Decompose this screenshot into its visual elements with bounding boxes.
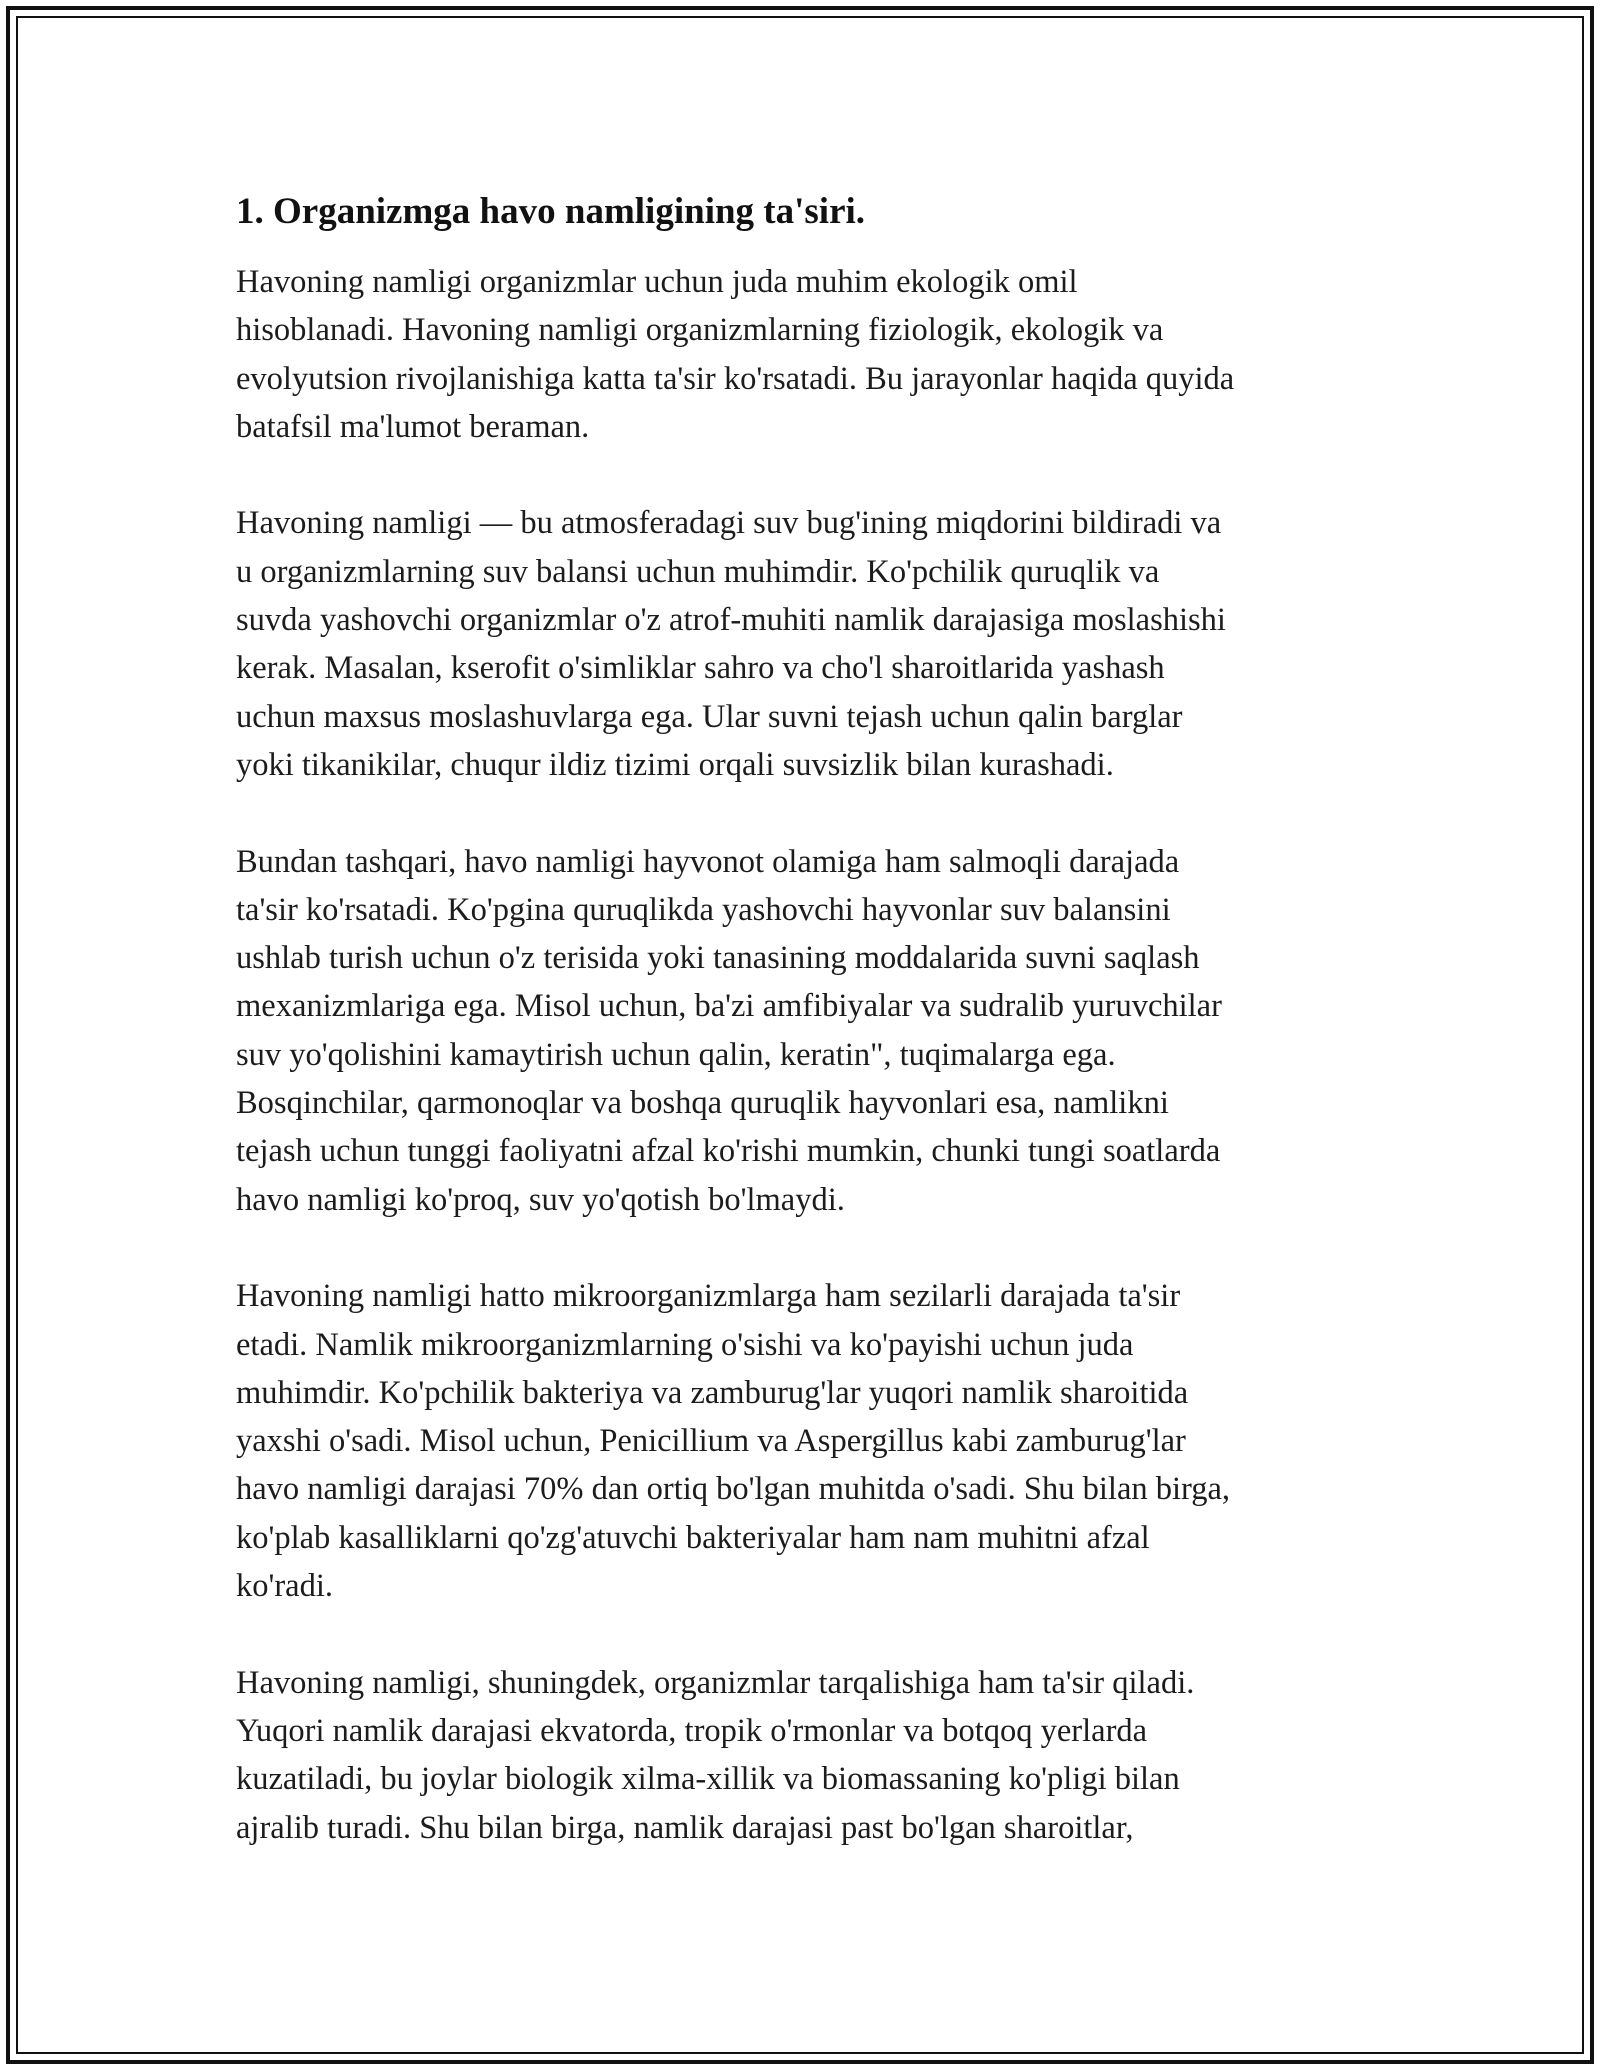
- paragraph-4: [236, 1272, 1376, 1610]
- text-line: tejash uchun tunggi faoliyatni afzal ko'rishi mumkin, chunki tungi soatlarda: [236, 1133, 1221, 1170]
- text-line: kerak. Masalan, kserofit o'simliklar sahro va cho'l sharoitlarida yashash: [236, 650, 1165, 687]
- text-line: Havoning namligi hatto mikroorganizmlarga ham sezilarli darajada ta'sir: [236, 1278, 1181, 1315]
- text-line: Havoning namligi — bu atmosferadagi suv bug'ining miqdorini bildiradi va: [236, 505, 1222, 542]
- text-line: ajralib turadi. Shu bilan birga, namlik darajasi past bo'lgan sharoitlar,: [236, 1809, 1134, 1846]
- text-line: Yuqori namlik darajasi ekvatorda, tropik o'rmonlar va botqoq yerlarda: [236, 1712, 1148, 1749]
- text-line: havo namligi ko'proq, suv yo'qotish bo'lmaydi.: [236, 1181, 845, 1218]
- text-line: mexanizmlariga ega. Misol uchun, ba'zi amfibiyalar va sudralib yuruvchilar: [236, 988, 1222, 1025]
- text-line: kuzatiladi, bu joylar biologik xilma-xillik va biomassaning ko'pligi bilan: [236, 1761, 1180, 1798]
- text-line: yaxshi o'sadi. Misol uchun, Penicillium va Aspergillus kabi zamburug'lar: [236, 1423, 1186, 1460]
- text-line: hisoblanadi. Havoning namligi organizmlarning fiziologik, ekologik va: [236, 312, 1164, 349]
- text-line: yoki tikanikilar, chuqur ildiz tizimi orqali suvsizlik bilan kurashadi.: [236, 746, 1114, 783]
- paragraph-1: [236, 258, 1376, 451]
- paragraph-2: [236, 499, 1376, 789]
- text-line: ko'radi.: [236, 1568, 334, 1605]
- text-line: u organizmlarning suv balansi uchun muhimdir. Ko'pchilik quruqlik va: [236, 553, 1160, 590]
- text-line: uchun maxsus moslashuvlarga ega. Ular suvni tejash uchun qalin barglar: [236, 698, 1183, 735]
- text-line: ushlab turish uchun o'z terisida yoki tanasining moddalarida suvni saqlash: [236, 940, 1200, 977]
- text-line: muhimdir. Ko'pchilik bakteriya va zamburug'lar yuqori namlik sharoitida: [236, 1374, 1189, 1411]
- text-line: suvda yashovchi organizmlar o'z atrof-muhiti namlik darajasiga moslashishi: [236, 602, 1226, 639]
- text-line: Bosqinchilar, qarmonoqlar va boshqa quruqlik hayvonlari esa, namlikni: [236, 1085, 1169, 1122]
- text-line: etadi. Namlik mikroorganizmlarning o'sishi va ko'payishi uchun juda: [236, 1326, 1134, 1363]
- text-line: evolyutsion rivojlanishiga katta ta'sir ko'rsatadi. Bu jarayonlar haqida quyida: [236, 360, 1235, 397]
- section-heading: 1. Organizmga havo namligining ta'siri.: [236, 191, 866, 232]
- document-body: [236, 188, 1376, 1900]
- text-line: Havoning namligi organizmlar uchun juda muhim ekologik omil: [236, 264, 1078, 300]
- paragraph-5: [236, 1659, 1376, 1852]
- paragraph-3: [236, 838, 1376, 1224]
- text-line: Bundan tashqari, havo namligi hayvonot olamiga ham salmoqli darajada: [236, 843, 1180, 880]
- text-line: Havoning namligi, shuningdek, organizmlar tarqalishiga ham ta'sir qiladi.: [236, 1664, 1195, 1701]
- text-line: havo namligi darajasi 70% dan ortiq bo'lgan muhitda o'sadi. Shu bilan birga,: [236, 1471, 1231, 1508]
- text-line: batafsil ma'lumot beraman.: [236, 408, 590, 445]
- text-line: ko'plab kasalliklarni qo'zg'atuvchi bakteriyalar ham nam muhitni afzal: [236, 1519, 1150, 1556]
- text-line: ta'sir ko'rsatadi. Ko'pgina quruqlikda yashovchi hayvonlar suv balansini: [236, 891, 1171, 928]
- text-line: suv yo'qolishini kamaytirish uchun qalin, keratin", tuqimalarga ega.: [236, 1036, 1116, 1073]
